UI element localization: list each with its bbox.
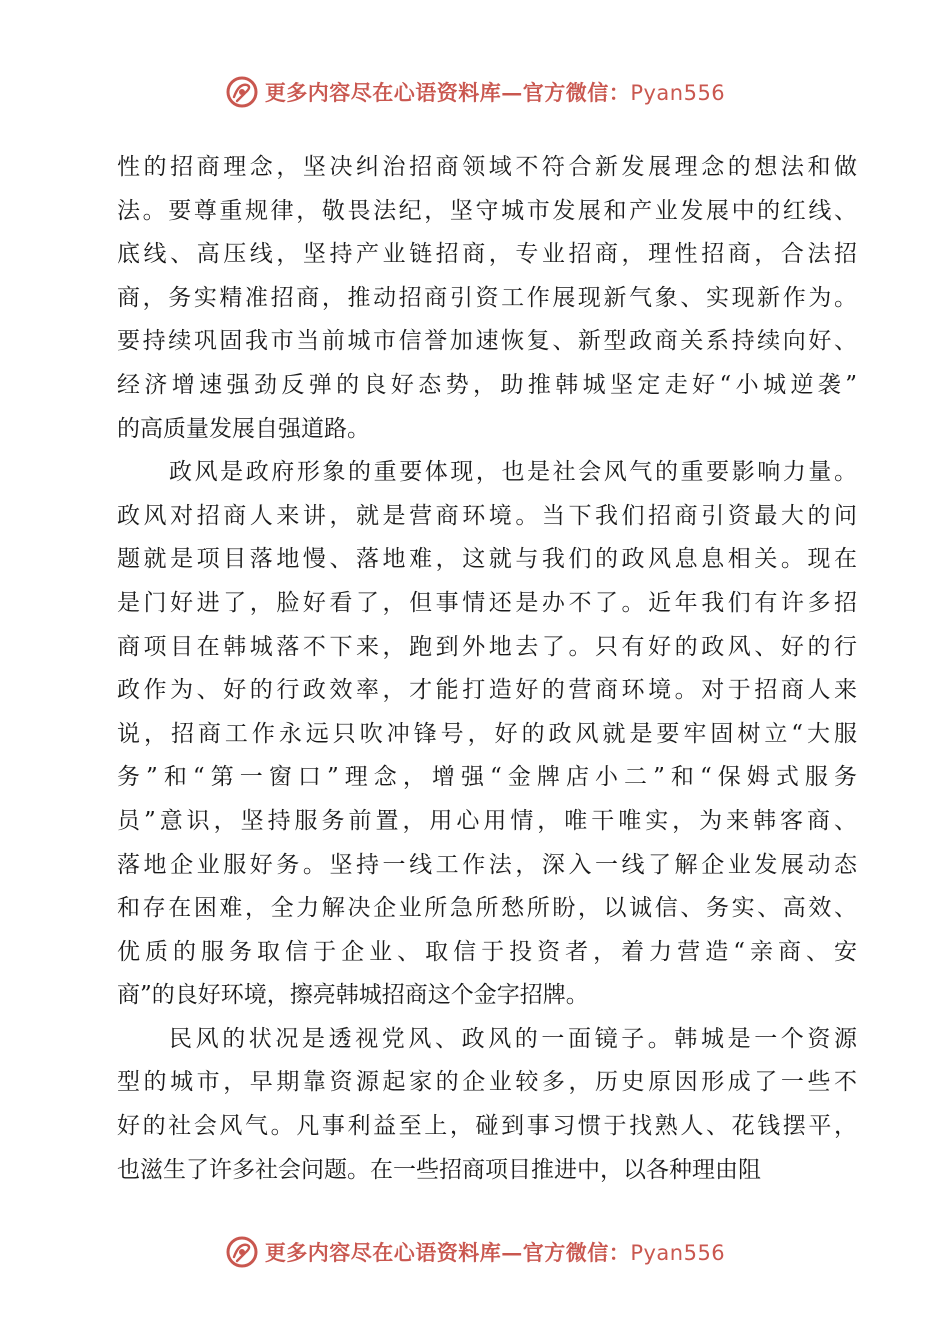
text-line: 是门好进了，脸好看了，但事情还是办不了。近年我们有许多招 (117, 589, 857, 616)
text-line: 政作为、好的行政效率，才能打造好的营商环境。对于招商人来 (117, 677, 857, 704)
text-line: 和存在困难，全力解决企业所急所愁所盼，以诚信、务实、高效、 (117, 895, 857, 922)
text-line: 商，务实精准招商，推动招商引资工作展现新气象、实现新作为。 (117, 284, 857, 311)
text-line: 也滋生了许多社会问题。在一些招商项目推进中，以各种理由阻 (117, 1156, 761, 1183)
brand-logo-icon (225, 75, 259, 109)
text-line: 法。要尊重规律，敬畏法纪，坚守城市发展和产业发展中的红线、 (117, 197, 857, 224)
text-line: 性的招商理念，坚决纠治招商领域不符合新发展理念的想法和做 (117, 154, 857, 180)
text-line: 优质的服务取信于企业、取信于投资者，着力营造“亲商、安 (117, 938, 857, 965)
text-line: 员”意识，坚持服务前置，用心用情，唯干唯实，为来韩客商、 (117, 807, 857, 834)
document-body (117, 146, 857, 1192)
paragraph (117, 451, 857, 1018)
paragraph (117, 146, 857, 451)
text-line: 民风的状况是透视党风、政风的一面镜子。韩城是一个资源 (169, 1025, 857, 1052)
watermark-text: 更多内容尽在心语资料库—官方微信：Pyan556 (264, 1240, 726, 1265)
watermark-footer (0, 1230, 950, 1274)
paragraph (117, 1018, 857, 1192)
text-line: 要持续巩固我市当前城市信誉加速恢复、新型政商关系持续向好、 (117, 328, 857, 355)
text-line: 底线、高压线，坚持产业链招商，专业招商，理性招商，合法招 (117, 241, 857, 268)
watermark-header (0, 70, 950, 114)
watermark-text: 更多内容尽在心语资料库—官方微信：Pyan556 (264, 80, 726, 105)
text-line: 经济增速强劲反弹的良好态势，助推韩城坚定走好“小城逆袭” (117, 371, 857, 398)
text-line: 政风对招商人来讲，就是营商环境。当下我们招商引资最大的问 (117, 502, 857, 529)
text-line: 说，招商工作永远只吹冲锋号，好的政风就是要牢固树立“大服 (117, 720, 857, 747)
text-line: 商项目在韩城落不下来，跑到外地去了。只有好的政风、好的行 (117, 633, 857, 660)
text-line: 型的城市，早期靠资源起家的企业较多，历史原因形成了一些不 (117, 1069, 857, 1096)
text-line: 务”和“第一窗口”理念，增强“金牌店小二”和“保姆式服务 (117, 764, 857, 791)
text-line: 商”的良好环境，擦亮韩城招商这个金字招牌。 (117, 982, 589, 1009)
text-line: 好的社会风气。凡事利益至上，碰到事习惯于找熟人、花钱摆平， (117, 1113, 857, 1140)
brand-logo-icon (225, 1235, 259, 1269)
text-line: 题就是项目落地慢、落地难，这就与我们的政风息息相关。现在 (117, 546, 857, 573)
text-line: 落地企业服好务。坚持一线工作法，深入一线了解企业发展动态 (117, 851, 857, 878)
text-line: 的高质量发展自强道路。 (117, 415, 370, 442)
text-line: 政风是政府形象的重要体现，也是社会风气的重要影响力量。 (169, 459, 857, 486)
